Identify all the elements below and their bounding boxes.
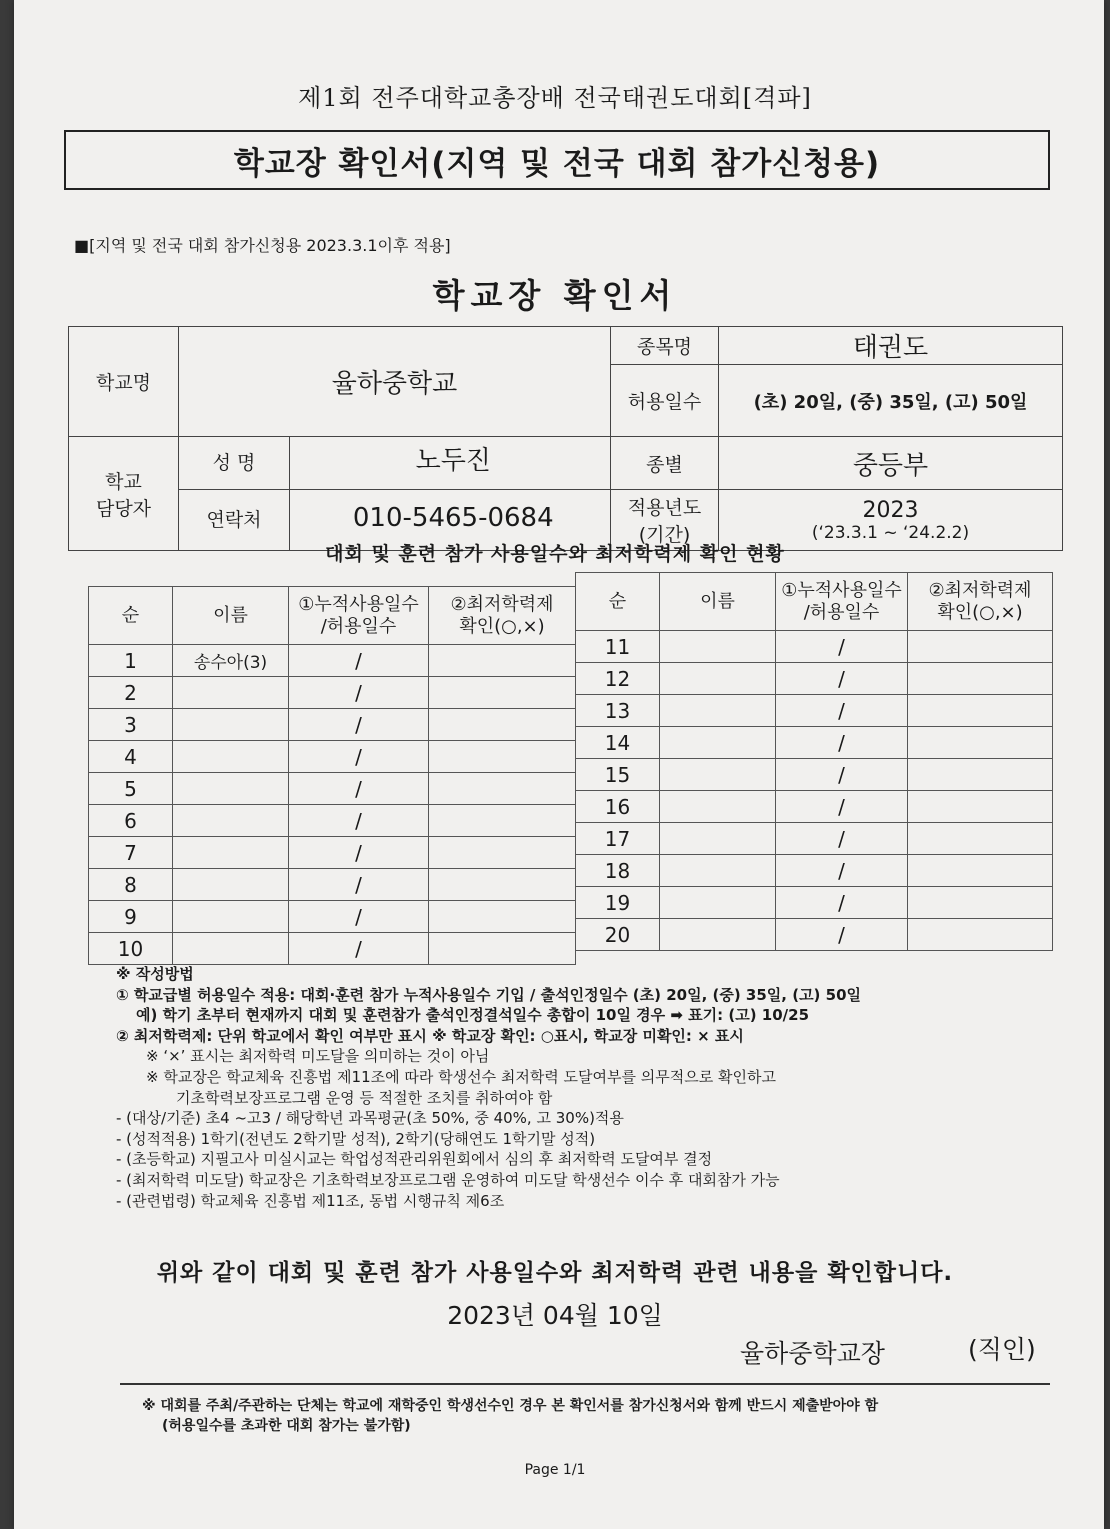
col-days-line2-right: /허용일수 <box>803 601 880 623</box>
row-name <box>660 695 776 727</box>
table-row <box>89 869 576 901</box>
phone-label-text: 연락처 <box>179 490 290 550</box>
contact-label-line1: 학교 <box>105 470 142 493</box>
note-line: ① 학교급별 허용일수 적용: 대회·훈련 참가 누적사용일수 기입 / 출석인정일수 (초) 20일, (중) 35일, (고) 50일 <box>116 985 862 1004</box>
allowed-days-label: 허용일수 <box>611 365 719 437</box>
table-row <box>89 773 576 805</box>
row-check <box>908 887 1053 919</box>
table-row <box>89 709 576 741</box>
row-check <box>429 805 576 837</box>
row-number: 8 <box>89 869 173 901</box>
row-days: / <box>776 663 908 695</box>
roster-table-left <box>88 586 576 965</box>
info-table <box>68 326 1063 551</box>
confirmation-statement: 위와 같이 대회 및 훈련 참가 사용일수와 최저학력 관련 내용을 확인합니다. <box>156 1260 954 1286</box>
row-check <box>429 869 576 901</box>
table-row <box>89 837 576 869</box>
col-no-header: 순 <box>89 587 173 645</box>
col-days-header-right <box>776 573 908 631</box>
row-check <box>908 791 1053 823</box>
table-row <box>89 741 576 773</box>
row-name <box>660 631 776 663</box>
col-check-line1-right: ②최저학력제 <box>928 579 1032 601</box>
row-name: 송수아(3) <box>173 645 289 677</box>
row-number: 18 <box>576 855 660 887</box>
table-row <box>576 791 1053 823</box>
row-days: / <box>289 773 429 805</box>
col-name-header: 이름 <box>173 587 289 645</box>
row-days: / <box>776 727 908 759</box>
row-days: / <box>289 677 429 709</box>
row-number: 11 <box>576 631 660 663</box>
row-number: 15 <box>576 759 660 791</box>
year-label-line1: 적용년도 <box>627 497 702 519</box>
row-check <box>429 645 576 677</box>
signer-title: 율하중학교장 <box>740 1339 885 1368</box>
official-seal-label: (직인) <box>968 1335 1036 1364</box>
category-value: 중등부 <box>719 437 1063 490</box>
row-name <box>660 887 776 919</box>
note-line: - (관련법령) 학교체육 진흥법 제11조, 동법 시행규칙 제6조 <box>116 1191 505 1210</box>
row-check <box>429 741 576 773</box>
row-name <box>173 773 289 805</box>
row-number: 16 <box>576 791 660 823</box>
row-days: / <box>776 823 908 855</box>
row-days: / <box>776 919 908 951</box>
row-number: 14 <box>576 727 660 759</box>
roster-table-right <box>575 572 1053 951</box>
note-line: ② 최저학력제: 단위 학교에서 확인 여부만 표시 ※ 학교장 확인: ○표시, 학교장 미확인: × 표시 <box>116 1026 744 1045</box>
row-name <box>173 677 289 709</box>
row-check <box>908 759 1053 791</box>
col-check-line2: 확인(○,×) <box>459 615 545 637</box>
row-check <box>908 823 1053 855</box>
category-label: 종별 <box>611 437 719 490</box>
row-name <box>660 727 776 759</box>
row-number: 13 <box>576 695 660 727</box>
row-days: / <box>289 645 429 677</box>
col-check-header-right <box>908 573 1053 631</box>
note-line: - (성적적용) 1학기(전년도 2학기말 성적), 2학기(당해연도 1학기말 성적) <box>116 1129 596 1148</box>
col-check-line2-right: 확인(○,×) <box>937 601 1023 623</box>
row-number: 9 <box>89 901 173 933</box>
row-check <box>908 631 1053 663</box>
table-row <box>576 759 1053 791</box>
col-no-header-right: 순 <box>576 573 660 631</box>
row-check <box>908 855 1053 887</box>
row-check <box>429 709 576 741</box>
table-row <box>576 919 1053 951</box>
name-value: 노두진 <box>415 446 491 476</box>
page-number: Page 1/1 <box>524 1462 586 1478</box>
row-days: / <box>776 759 908 791</box>
writing-instructions <box>116 964 1056 1211</box>
row-check <box>908 919 1053 951</box>
row-check <box>429 677 576 709</box>
row-days: / <box>289 901 429 933</box>
row-number: 5 <box>89 773 173 805</box>
row-number: 12 <box>576 663 660 695</box>
row-number: 10 <box>89 933 173 965</box>
row-name <box>660 823 776 855</box>
table-row <box>89 677 576 709</box>
form-title-box <box>64 130 1050 190</box>
table-row <box>89 805 576 837</box>
note-line: 기초학력보장프로그램 운영 등 적절한 조치를 취하여야 함 <box>176 1088 553 1107</box>
row-days: / <box>776 887 908 919</box>
contact-label-line2: 담당자 <box>95 497 152 520</box>
sport-value: 태권도 <box>719 327 1063 365</box>
row-name <box>660 663 776 695</box>
row-number: 1 <box>89 645 173 677</box>
note-line: ※ 작성방법 <box>116 965 194 983</box>
period-value: (‘23.3.1 ~ ‘24.2.2) <box>811 522 970 543</box>
row-name <box>173 709 289 741</box>
note-line: - (최저학력 미도달) 학교장은 기초학력보장프로그램 운영하여 미도달 학생선수 이수 후 대회참가 가능 <box>116 1170 780 1189</box>
contact-label <box>69 437 179 551</box>
col-days-line1-right: ①누적사용일수 <box>781 579 902 601</box>
footer-note-line2: (허용일수를 초과한 대회 참가는 불가함) <box>162 1418 411 1434</box>
year-label-line2: (기간) <box>638 524 691 546</box>
table-row <box>576 887 1053 919</box>
row-days: / <box>289 837 429 869</box>
row-days: / <box>289 709 429 741</box>
row-days: / <box>776 695 908 727</box>
section-title: 대회 및 훈련 참가 사용일수와 최저학력제 확인 현황 <box>325 543 785 565</box>
row-name <box>660 759 776 791</box>
school-name-value: 율하중학교 <box>179 327 611 437</box>
note-line: ※ 학교장은 학교체육 진흥법 제11조에 따라 학생선수 최저학력 도달여부를 의무적으로 확인하고 <box>146 1067 776 1086</box>
col-name-header-right: 이름 <box>660 573 776 631</box>
col-days-line1: ①누적사용일수 <box>298 593 419 615</box>
table-row <box>89 933 576 965</box>
row-name <box>173 741 289 773</box>
col-days-header <box>289 587 429 645</box>
signature-date: 2023년 04월 10일 <box>447 1301 663 1330</box>
row-days: / <box>289 805 429 837</box>
table-row <box>576 663 1053 695</box>
row-name <box>660 791 776 823</box>
row-number: 6 <box>89 805 173 837</box>
row-number: 20 <box>576 919 660 951</box>
name-row <box>179 437 611 490</box>
row-name <box>660 855 776 887</box>
row-check <box>908 727 1053 759</box>
footer-note <box>142 1396 1062 1436</box>
row-days: / <box>289 741 429 773</box>
row-check <box>429 901 576 933</box>
document-tag: ■[지역 및 전국 대회 참가신청용 2023.3.1이후 적용] <box>74 236 451 255</box>
row-days: / <box>776 631 908 663</box>
row-days: / <box>289 869 429 901</box>
row-days: / <box>776 791 908 823</box>
note-line: - (대상/기준) 초4 ~고3 / 해당학년 과목평균(초 50%, 중 40%, 고 30%)적용 <box>116 1109 624 1128</box>
form-title: 학교장 확인서(지역 및 전국 대회 참가신청용) <box>233 145 881 182</box>
phone-value: 010-5465-0684 <box>352 503 554 533</box>
year-value: 2023 <box>862 497 919 523</box>
sport-label: 종목명 <box>611 327 719 365</box>
footer-divider <box>120 1383 1050 1385</box>
row-name <box>173 805 289 837</box>
row-number: 7 <box>89 837 173 869</box>
row-name <box>173 933 289 965</box>
table-row <box>576 631 1053 663</box>
table-row <box>89 645 576 677</box>
row-days: / <box>776 855 908 887</box>
table-row <box>576 695 1053 727</box>
row-number: 19 <box>576 887 660 919</box>
row-check <box>429 837 576 869</box>
school-name-label: 학교명 <box>69 327 179 437</box>
table-row <box>576 855 1053 887</box>
col-check-line1: ②최저학력제 <box>450 593 554 615</box>
row-check <box>908 695 1053 727</box>
col-check-header <box>429 587 576 645</box>
document-title: 학교장 확인서 <box>432 276 678 315</box>
allowed-days-value: (초) 20일, (중) 35일, (고) 50일 <box>719 365 1063 437</box>
note-line: ※ ‘×’ 표시는 최저학력 미도달을 의미하는 것이 아님 <box>146 1047 490 1066</box>
row-name <box>173 837 289 869</box>
row-number: 4 <box>89 741 173 773</box>
name-label-text: 성 명 <box>179 437 290 489</box>
table-row <box>576 727 1053 759</box>
row-number: 17 <box>576 823 660 855</box>
table-row <box>89 901 576 933</box>
row-check <box>908 663 1053 695</box>
table-row <box>576 823 1053 855</box>
row-days: / <box>289 933 429 965</box>
row-name <box>173 869 289 901</box>
row-number: 3 <box>89 709 173 741</box>
event-title: 제1회 전주대학교총장배 전국태권도대회[격파] <box>298 84 812 112</box>
note-line: 예) 학기 초부터 현재까지 대회 및 훈련참가 출석인정결석일수 총합이 10일 경우 ➡ 표기: (고) 10/25 <box>136 1006 810 1025</box>
row-number: 2 <box>89 677 173 709</box>
row-check <box>429 933 576 965</box>
footer-note-line1: ※ 대회를 주최/주관하는 단체는 학교에 재학중인 학생선수인 경우 본 확인서를 참가신청서와 함께 반드시 제출받아야 함 <box>142 1398 879 1414</box>
row-check <box>429 773 576 805</box>
note-line: - (초등학교) 지필고사 미실시교는 학업성적관리위원회에서 심의 후 최저학력 도달여부 결정 <box>116 1150 713 1169</box>
row-name <box>173 901 289 933</box>
col-days-line2: /허용일수 <box>320 615 397 637</box>
row-name <box>660 919 776 951</box>
